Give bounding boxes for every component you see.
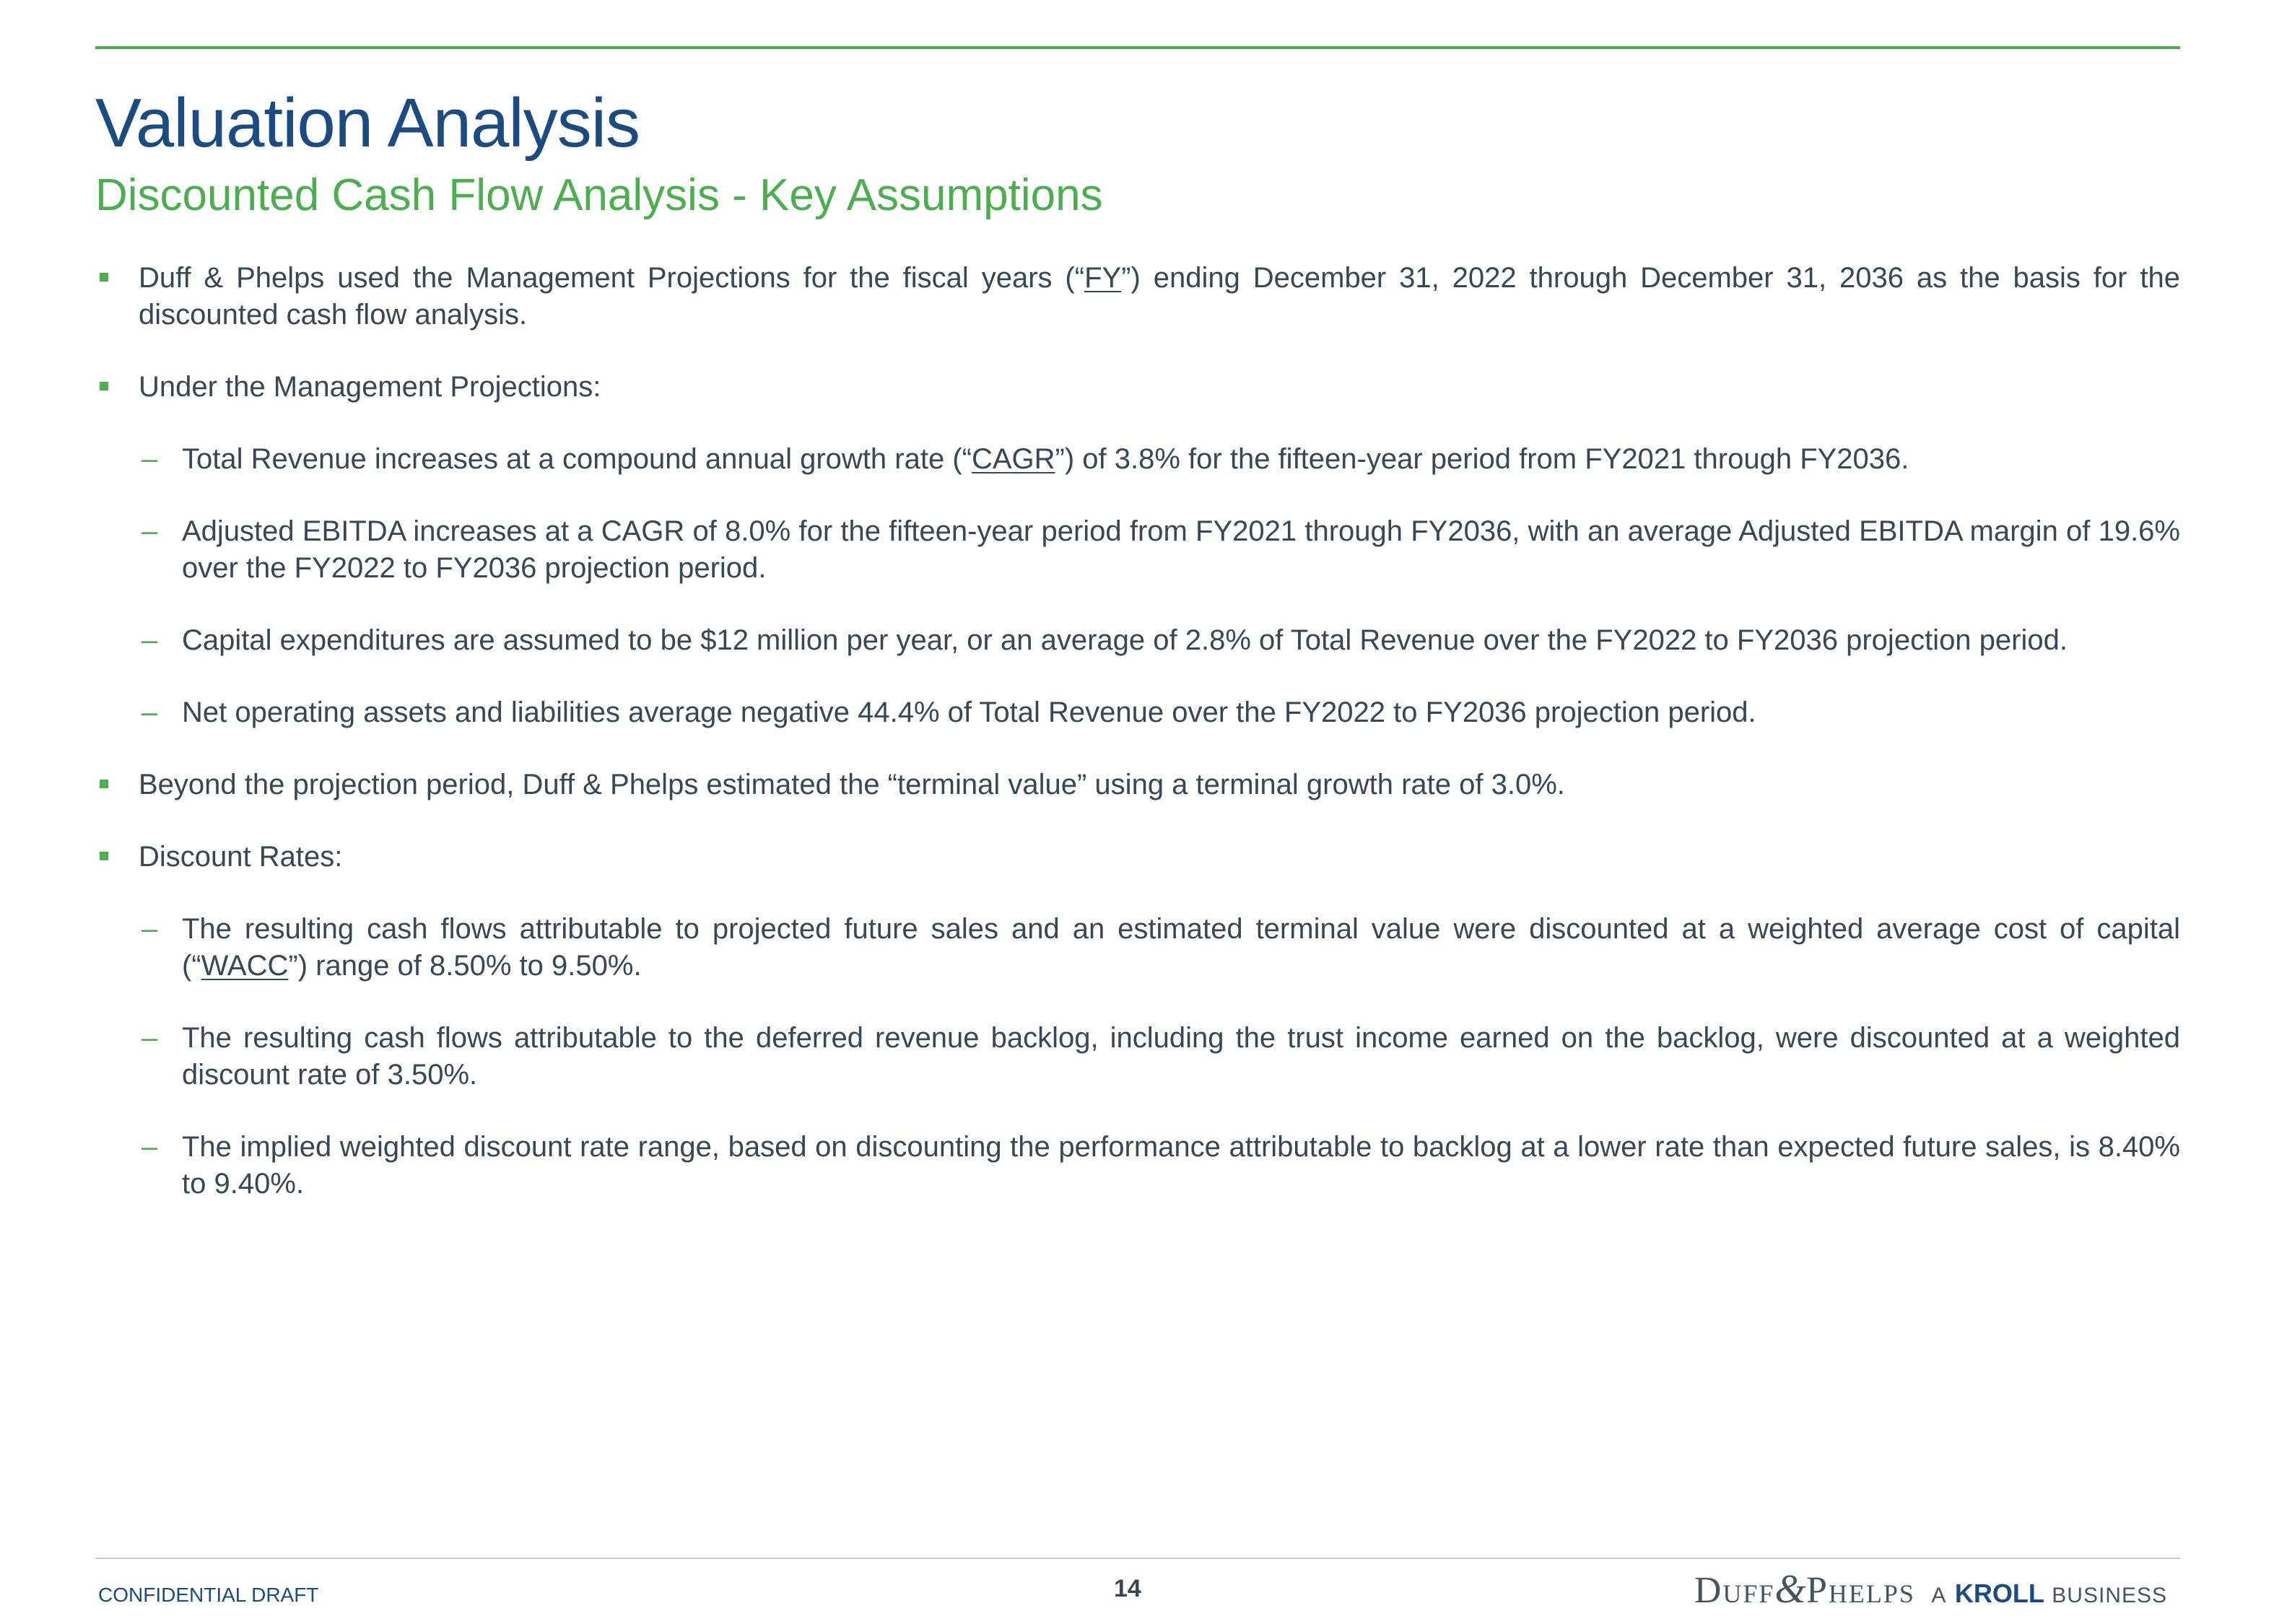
dash-bullet-icon: – <box>141 1022 158 1054</box>
bullet-item <box>95 369 2180 406</box>
bullet-square-icon <box>100 852 108 860</box>
bullet-item <box>95 260 2180 333</box>
sub-bullet-text-post: ”) of 3.8% for the fifteen-year period from FY2021 through FY2036. <box>1055 443 1909 475</box>
bullet-item <box>95 839 2180 876</box>
abbreviation-wacc: WACC <box>201 950 289 982</box>
footer-divider <box>95 1558 2180 1559</box>
logo-kroll-text: KROLL <box>1954 1579 2044 1608</box>
bullet-text: Under the Management Projections: <box>139 371 601 403</box>
page-number: 14 <box>1114 1575 1141 1602</box>
sub-bullet-item <box>95 513 2180 587</box>
sub-bullet-text-pre: The resulting cash flows attributable to projected future sales and an estimated terminal value were discounted at a weighted average cost of capital (“ <box>182 913 2180 982</box>
sub-bullet-text: Net operating assets and liabilities average negative 44.4% of Total Revenue over the FY2022 to FY2036 projection period. <box>182 697 1756 728</box>
sub-bullet-text: Adjusted EBITDA increases at a CAGR of 8.0% for the fifteen-year period from FY2021 through FY2036, with an average Adjusted EBITDA margin of 19.6% over the FY2022 to FY2036 projection period. <box>182 515 2180 584</box>
dash-bullet-icon: – <box>141 515 158 547</box>
sub-bullet-item <box>95 622 2180 659</box>
dash-bullet-icon: – <box>141 913 158 945</box>
logo-business-text: BUSINESS <box>2052 1584 2167 1607</box>
sub-bullet-text: The resulting cash flows attributable to the deferred revenue backlog, including the trust income earned on the backlog, were discounted at a weighted discount rate of 3.50%. <box>182 1022 2180 1091</box>
bullet-text-pre: Duff & Phelps used the Management Projections for the fiscal years (“ <box>139 262 1085 294</box>
top-accent-rule <box>95 46 2180 49</box>
abbreviation-fy: FY <box>1084 262 1122 294</box>
page-subtitle: Discounted Cash Flow Analysis - Key Assumptions <box>95 170 1103 220</box>
sub-bullet-item <box>95 911 2180 985</box>
bullet-square-icon <box>100 382 108 390</box>
page-title: Valuation Analysis <box>95 84 640 162</box>
sub-bullet-text: Capital expenditures are assumed to be $12 million per year, or an average of 2.8% of Total Revenue over the FY2022 to FY2036 projection period. <box>182 624 2068 656</box>
sub-bullet-text-post: ”) range of 8.50% to 9.50%. <box>288 950 642 982</box>
sub-bullet-text: The implied weighted discount rate range, based on discounting the performance attributable to backlog at a lower rate than expected future sales, is 8.40% to 9.40%. <box>182 1131 2180 1200</box>
dash-bullet-icon: – <box>141 697 158 728</box>
bullet-text-post: ”) ending December 31, 2022 through December 31, 2036 as the basis for the discounted cash flow analysis. <box>139 262 2180 331</box>
company-logo <box>1694 1566 2167 1612</box>
abbreviation-cagr: CAGR <box>971 443 1055 475</box>
content-body <box>95 260 2180 1202</box>
bullet-square-icon <box>100 273 108 281</box>
sub-bullet-item <box>95 441 2180 478</box>
sub-bullet-item <box>95 694 2180 731</box>
sub-bullet-item <box>95 1020 2180 1093</box>
logo-duff-text: Duff <box>1694 1570 1775 1611</box>
bullet-text: Discount Rates: <box>139 841 343 873</box>
logo-ampersand: & <box>1774 1567 1806 1612</box>
dash-bullet-icon: – <box>141 624 158 656</box>
bullet-item <box>95 767 2180 803</box>
bullet-text: Beyond the projection period, Duff & Phelps estimated the “terminal value” using a terminal growth rate of 3.0%. <box>139 769 1565 800</box>
sub-bullet-item <box>95 1129 2180 1202</box>
bullet-square-icon <box>100 780 108 788</box>
sub-bullet-text-pre: Total Revenue increases at a compound annual growth rate (“ <box>182 443 972 475</box>
dash-bullet-icon: – <box>141 443 158 475</box>
confidential-label: CONFIDENTIAL DRAFT <box>98 1584 319 1606</box>
dash-bullet-icon: – <box>141 1131 158 1163</box>
logo-a-text: A <box>1931 1584 1946 1607</box>
logo-phelps-text: Phelps <box>1805 1570 1915 1611</box>
